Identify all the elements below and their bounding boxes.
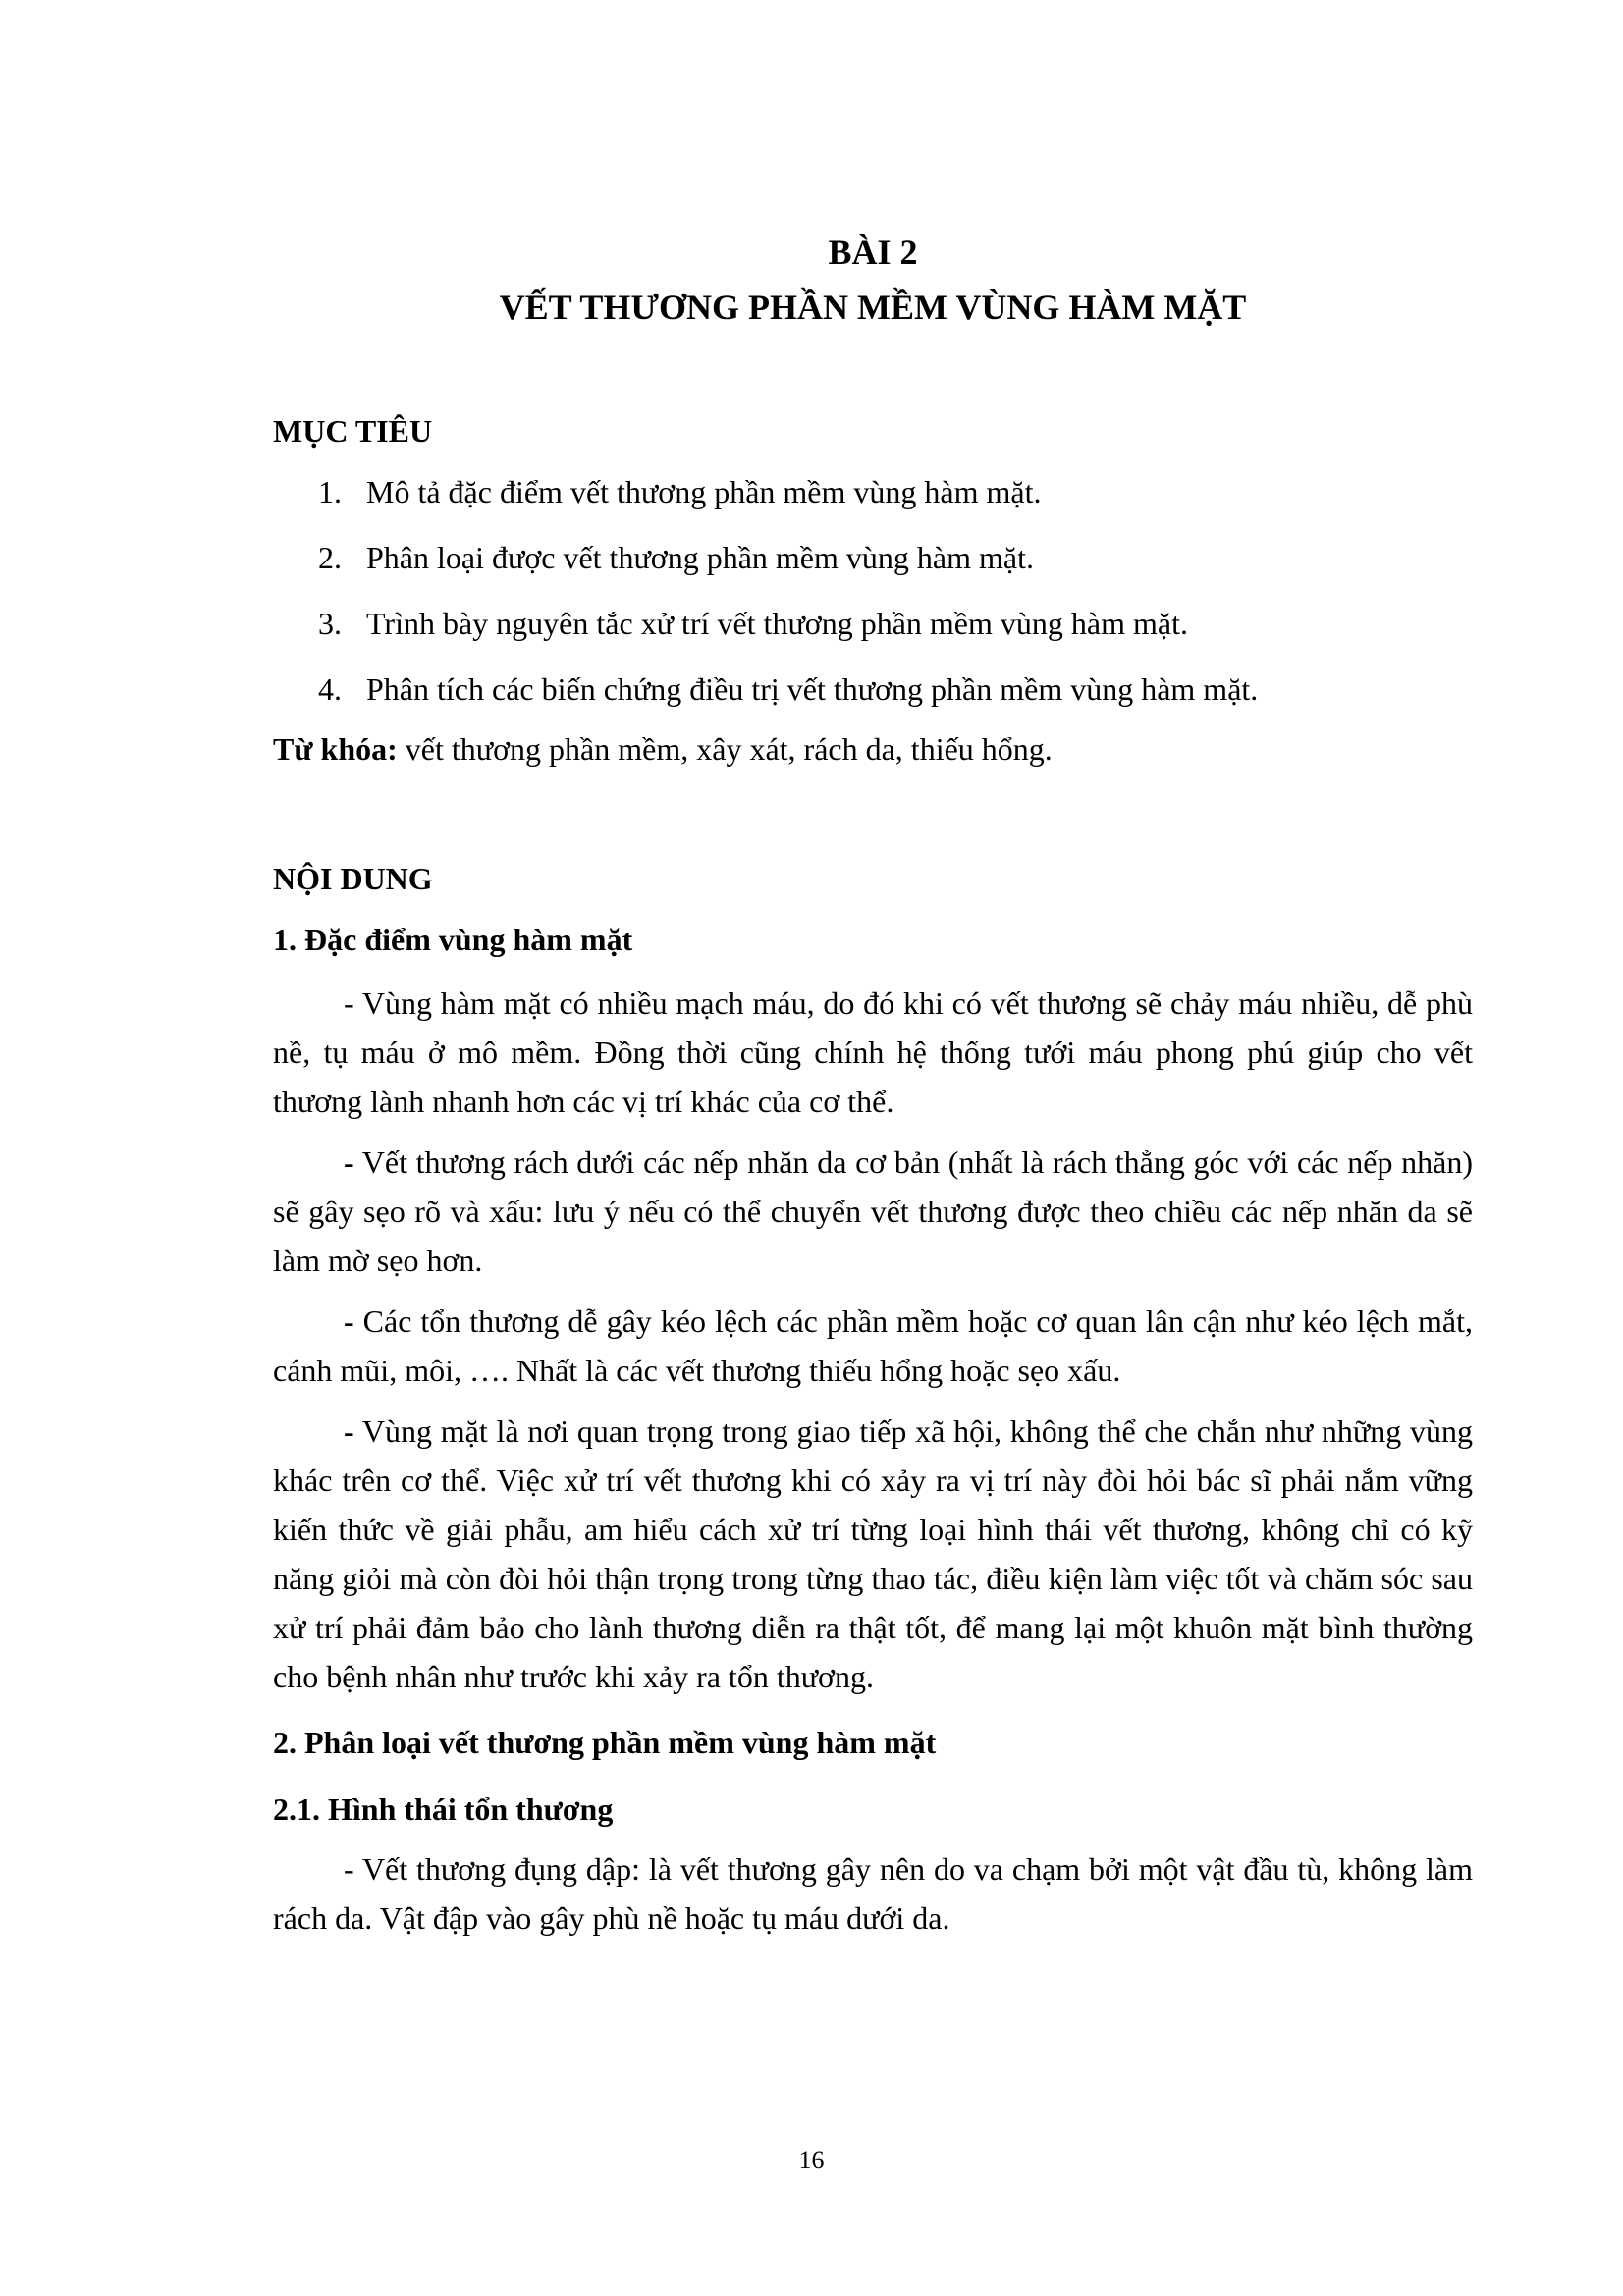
- objective-list: [273, 468, 1473, 713]
- page-content: [273, 226, 1473, 1943]
- paragraph-text: Vết thương rách dưới các nếp nhăn da cơ bản (nhất là rách thẳng góc với các nếp nhăn) sẽ gây sẹo rõ và xấu: lưu ý nếu có thể chuyển vết thương được theo chiều các nếp nhăn da sẽ làm mờ sẹo hơn.: [273, 1145, 1473, 1278]
- paragraph-text: Vùng hàm mặt có nhiều mạch máu, do đó khi có vết thương sẽ chảy máu nhiều, dễ phù nề, tụ máu ở mô mềm. Đồng thời cũng chính hệ thống tưới máu phong phú giúp cho vết thương lành nhanh hơn các vị trí khác của cơ thể.: [273, 986, 1473, 1119]
- keywords-label: Từ khóa:: [273, 731, 398, 767]
- objective-number: 3.: [318, 606, 342, 641]
- objective-item: [273, 468, 1473, 515]
- section-1-paragraph: [273, 1407, 1473, 1701]
- page-number: 16: [798, 2146, 825, 2174]
- paragraph-text: Vùng mặt là nơi quan trọng trong giao tiếp xã hội, không thể che chắn như những vùng khác trên cơ thể. Việc xử trí vết thương khi có xảy ra vị trí này đòi hỏi bác sĩ phải nắm vững kiến thức về giải phẫu, am hiểu cách xử trí từng loại hình thái vết thương, không chỉ có kỹ năng giỏi mà còn đòi hỏi thận trọng trong từng thao tác, điều kiện làm việc tốt và chăm sóc sau xử trí phải đảm bảo cho lành thương diễn ra thật tốt, để mang lại một khuôn mặt bình thường cho bệnh nhân như trước khi xảy ra tổn thương.: [273, 1414, 1473, 1694]
- paragraph-dash: -: [344, 1414, 354, 1449]
- section-2-1-heading: 2.1. Hình thái tổn thương: [273, 1791, 614, 1827]
- content-heading: NỘI DUNG: [273, 861, 433, 896]
- objective-text: Mô tả đặc điểm vết thương phần mềm vùng hàm mặt.: [366, 474, 1042, 509]
- section-1-heading: 1. Đặc điểm vùng hàm mặt: [273, 922, 633, 957]
- lesson-title-block: [273, 226, 1473, 334]
- objective-text: Phân tích các biến chứng điều trị vết thương phần mềm vùng hàm mặt.: [366, 671, 1259, 707]
- paragraph-text: Các tổn thương dễ gây kéo lệch các phần mềm hoặc cơ quan lân cận như kéo lệch mắt, cánh mũi, môi, …. Nhất là các vết thương thiếu hổng hoặc sẹo xấu.: [273, 1304, 1473, 1388]
- section-1-paragraph: [273, 979, 1473, 1126]
- objective-number: 2.: [318, 540, 342, 575]
- keywords-line: [273, 725, 1473, 773]
- paragraph-dash: -: [344, 986, 354, 1021]
- paragraph-text: Vết thương đụng dập: là vết thương gây nên do va chạm bởi một vật đầu tù, không làm rách da. Vật đập vào gây phù nề hoặc tụ máu dưới da.: [273, 1851, 1473, 1936]
- objective-number: 1.: [318, 474, 342, 509]
- objectives-heading: MỤC TIÊU: [273, 413, 433, 449]
- paragraph-dash: -: [344, 1304, 354, 1339]
- objective-item: [273, 666, 1473, 713]
- objective-item: [273, 534, 1473, 581]
- objective-text: Trình bày nguyên tắc xử trí vết thương phần mềm vùng hàm mặt.: [366, 606, 1188, 641]
- paragraph-dash: -: [344, 1851, 354, 1887]
- paragraph-dash: -: [344, 1145, 354, 1180]
- section-1-paragraph: [273, 1138, 1473, 1285]
- section-2-1-paragraph: [273, 1844, 1473, 1943]
- lesson-title: VẾT THƯƠNG PHẦN MỀM VÙNG HÀM MẶT: [499, 288, 1247, 327]
- section-1-paragraph: [273, 1297, 1473, 1395]
- keywords-text: vết thương phần mềm, xây xát, rách da, thiếu hổng.: [397, 731, 1053, 767]
- lesson-number: BÀI 2: [828, 233, 918, 272]
- objective-item: [273, 600, 1473, 647]
- section-2-heading: 2. Phân loại vết thương phần mềm vùng hàm mặt: [273, 1725, 937, 1760]
- objective-text: Phân loại được vết thương phần mềm vùng hàm mặt.: [366, 540, 1034, 575]
- objective-number: 4.: [318, 671, 342, 707]
